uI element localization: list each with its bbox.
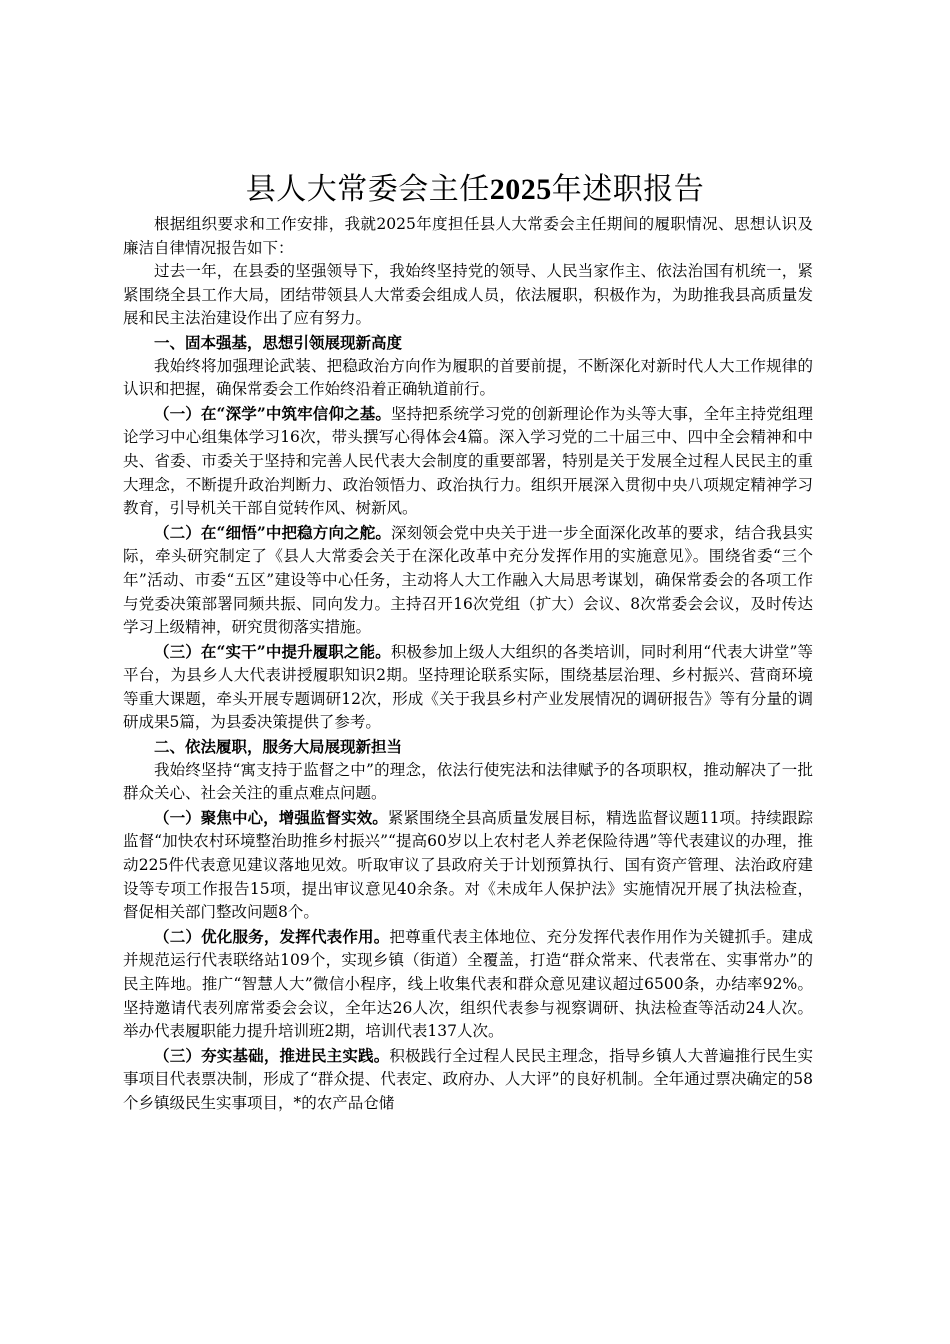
- subsection-lead: （三）在“实干”中提升履职之能。: [154, 641, 391, 661]
- section-heading: 一、固本强基，思想引领展现新高度: [154, 332, 403, 352]
- body-paragraph: [123, 213, 813, 260]
- title-prefix: 县人大常委会主任: [245, 172, 490, 207]
- subsection-lead: （二）在“细悟”中把稳方向之舵。: [154, 522, 391, 542]
- subsection-lead: （一）在“深学”中筑牢信仰之基。: [154, 403, 391, 423]
- body-paragraph: [123, 355, 813, 402]
- paragraph-text: 我始终将加强理论武装、把稳政治方向作为履职的首要前提，不断深化对新时代人大工作规律的认识和把握，确保常委会工作始终沿着正确轨道前行。: [123, 356, 813, 399]
- section-heading: 二、依法履职，服务大局展现新担当: [154, 737, 403, 757]
- body-paragraph: [123, 925, 813, 1044]
- paragraph-text: 根据组织要求和工作安排，我就2025年度担任县人大常委会主任期间的履职情况、思想认识及廉洁自律情况报告如下：: [123, 215, 813, 257]
- document-title: [0, 168, 950, 212]
- subsection-lead: （二）优化服务，发挥代表作用。: [154, 926, 390, 946]
- body-paragraph: [123, 640, 813, 735]
- body-paragraph: [123, 806, 813, 925]
- body-paragraph: [123, 521, 813, 640]
- body-paragraph: [123, 260, 813, 331]
- paragraph-text: 我始终坚持“寓支持于监督之中”的理念，依法行使宪法和法律赋予的各项职权，推动解决了一批群众关心、社会关注的重点难点问题。: [123, 760, 813, 803]
- paragraph-text: 紧紧围绕全县高质量发展目标，精选监督议题11项。持续跟踪监督“加快农村环境整治助推乡村振兴”“提高60岁以上农村老人养老保险待遇”等代表建议的办理，推动225件代表意见建议落地见效。听取审议了县政府关于计划预算执行、国有资产管理、法治政府建设等专项工作报告15项，提出审议意见40余条。对《未成年人保护法》实施情况开展了执法检查，督促相关部门整改问题8个。: [123, 808, 813, 922]
- subsection-lead: （一）聚焦中心，增强监督实效。: [154, 807, 388, 827]
- subsection-lead: （三）夯实基础，推进民主实践。: [154, 1045, 390, 1065]
- paragraph-text: 过去一年，在县委的坚强领导下，我始终坚持党的领导、人民当家作主、依法治国有机统一，紧紧围绕全县工作大局，团结带领县人大常委会组成人员，依法履职，积极作为，为助推我县高质量发展和民主法治建设作出了应有努力。: [123, 262, 813, 328]
- title-suffix: 年述职报告: [551, 172, 705, 207]
- paragraph-text: 积极践行全过程人民民主理念，指导乡镇人大普遍推行民生实事项目代表票决制，形成了“群众提、代表定、政府办、人大评”的良好机制。全年通过票决确定的58个乡镇级民生实事项目，*的农产品仓储: [123, 1046, 813, 1112]
- body-paragraph: [123, 1044, 813, 1116]
- document-body: [123, 213, 813, 1116]
- paragraph-text: 把尊重代表主体地位、充分发挥代表作用作为关键抓手。建成并规范运行代表联络站109个，实现乡镇（街道）全覆盖，打造“群众常来、代表常在、实事常办”的民主阵地。推广“智慧人大”微信小程序，线上收集代表和群众意见建议超过6500条，办结率92%。坚持邀请代表列席常委会会议，全年达26人次，组织代表参与视察调研、执法检查等活动24人次。举办代表履职能力提升培训班2期，培训代表137人次。: [123, 927, 813, 1041]
- body-paragraph: [123, 402, 813, 521]
- title-year: 2025: [489, 173, 552, 206]
- body-paragraph: [123, 759, 813, 806]
- paragraph-text: 积极参加上级人大组织的各类培训，同时利用“代表大讲堂”等平台，为县乡人大代表讲授履职知识2期。坚持理论联系实际，围绕基层治理、乡村振兴、营商环境等重大课题，牵头开展专题调研12次，形成《关于我县乡村产业发展情况的调研报告》等有分量的调研成果5篇，为县委决策提供了参考。: [123, 642, 813, 732]
- paragraph-text: 坚持把系统学习党的创新理论作为头等大事，全年主持党组理论学习中心组集体学习16次，带头撰写心得体会4篇。深入学习党的二十届三中、四中全会精神和中央、省委、市委关于坚持和完善人民代表大会制度的重要部署，特别是关于发展全过程人民民主的重大理念，不断提升政治判断力、政治领悟力、政治执行力。组织开展深入贯彻中央八项规定精神学习教育，引导机关干部自觉转作风、树新风。: [123, 404, 813, 518]
- paragraph-text: 深刻领会党中央关于进一步全面深化改革的要求，结合我县实际，牵头研究制定了《县人大常委会关于在深化改革中充分发挥作用的实施意见》。围绕省委“三个年”活动、市委“五区”建设等中心任务，主动将人大工作融入大局思考谋划，确保常委会的各项工作与党委决策部署同频共振、同向发力。主持召开16次党组（扩大）会议、8次常委会会议，及时传达学习上级精神，研究贯彻落实措施。: [123, 523, 813, 637]
